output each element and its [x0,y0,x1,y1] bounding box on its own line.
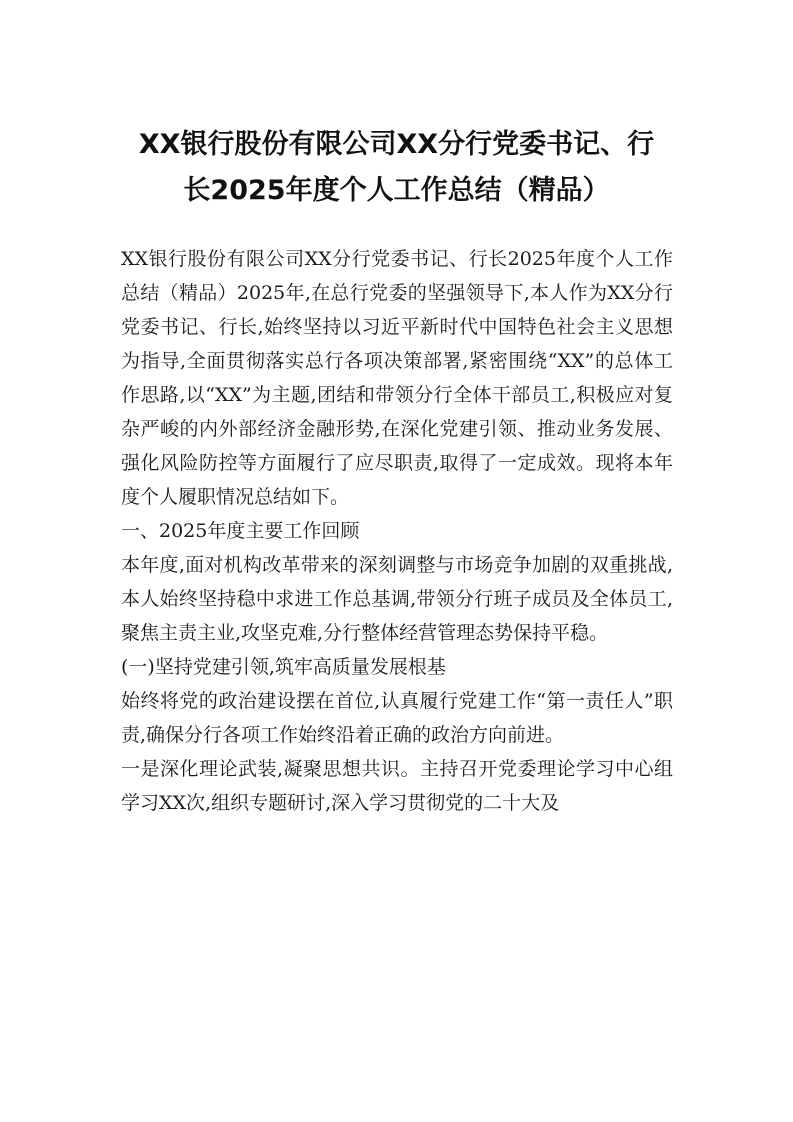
document-body [121,242,673,820]
subsection-paragraph: 始终将党的政治建设摆在首位,认真履行党建工作“第一责任人”职责,确保分行各项工作始终沿着正确的政治方向前进。 [121,690,673,746]
intro-paragraph: XX银行股份有限公司XX分行党委书记、行长2025年度个人工作总结（精品）2025年,在总行党委的坚强领导下,本人作为XX分行党委书记、行长,始终坚持以习近平新时代中国特色社会主义思想为指导,全面贯彻落实总行各项决策部署,紧密围绕“XX”的总体工作思路,以“XX”为主题,团结和带领分行全体干部员工,积极应对复杂严峻的内外部经济金融形势,在深化党建引领、推动业务发展、强化风险防控等方面履行了应尽职责,取得了一定成效。现将本年度个人履职情况总结如下。 [121,248,673,508]
document-title [100,122,693,214]
section-paragraph: 本年度,面对机构改革带来的深刻调整与市场竞争加剧的双重挑战,本人始终坚持稳中求进工作总基调,带领分行班子成员及全体员工,聚焦主责主业,攻坚克难,分行整体经营管理态势保持平稳。 [121,554,673,644]
subsection-heading-1: (一)坚持党建引领,筑牢高质量发展根基 [121,656,446,678]
section-heading-1: 一、2025年度主要工作回顾 [121,520,360,542]
point-paragraph-1: 一是深化理论武装,凝聚思想共识。主持召开党委理论学习中心组学习XX次,组织专题研讨,深入学习贯彻党的二十大及 [121,758,673,814]
title-line-2: 长2025年度个人工作总结（精品） [183,175,610,206]
title-line-1: XX银行股份有限公司XX分行党委书记、行 [138,129,655,160]
